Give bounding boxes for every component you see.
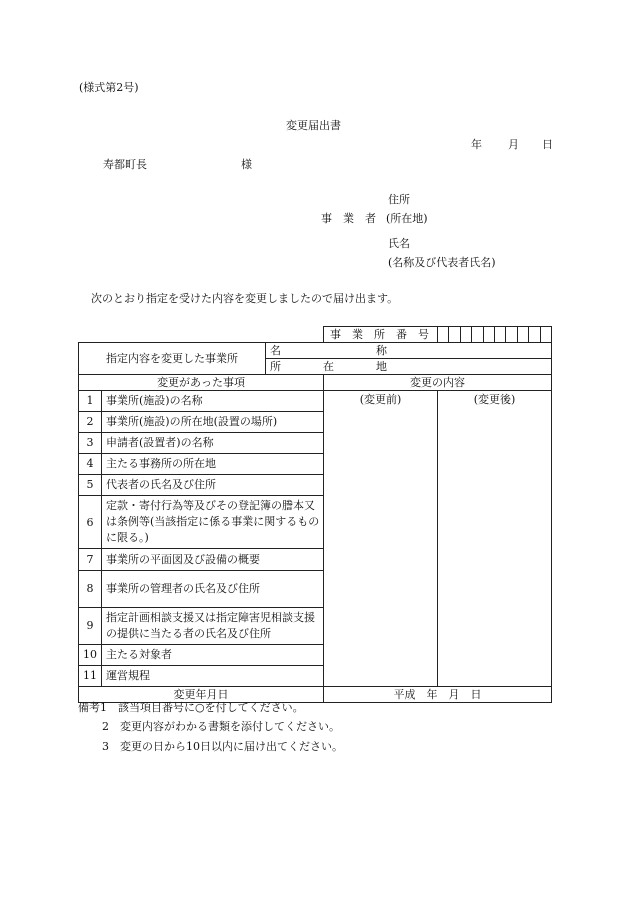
change-date-field[interactable]: 平成 年 月 日 — [324, 687, 552, 703]
item-number[interactable]: 9 — [79, 607, 102, 644]
addressee-name: 寿都町長 — [103, 158, 147, 171]
note-1: 備考1 該当項目番号に○を付してください。 — [78, 701, 304, 714]
office-name-row — [79, 343, 552, 359]
after-label: (変更後) — [473, 393, 516, 406]
intro-text: 次のとおり指定を受けた内容を変更しましたので届け出ます。 — [91, 292, 399, 305]
item-row — [79, 391, 552, 412]
item-text: 事業所の管理者の氏名及び住所 — [102, 570, 324, 607]
date-year-label: 年 — [471, 138, 482, 151]
changed-office-label: 指定内容を変更した事業所 — [79, 343, 266, 375]
item-text: 主たる対象者 — [102, 644, 324, 665]
item-text: 指定計画相談支援又は指定障害児相談支援の提供に当たる者の氏名及び住所 — [102, 607, 324, 644]
item-number[interactable]: 2 — [79, 412, 102, 433]
item-text: 申請者(設置者)の名称 — [102, 433, 324, 454]
location-label-1: 所 — [270, 360, 281, 373]
location-label-2: 在 — [323, 360, 334, 373]
office-number-label: 事 業 所 番 号 — [330, 327, 430, 341]
item-text: 運営規程 — [102, 665, 324, 686]
change-content-area[interactable] — [324, 391, 552, 687]
address-label: 住所 — [388, 193, 410, 206]
header-row — [79, 375, 552, 391]
note-3: 3 変更の日から10日以内に届け出てください。 — [102, 740, 343, 753]
name-label: 氏名 — [388, 237, 410, 250]
office-number-boxes[interactable] — [438, 327, 551, 342]
item-text: 定款・寄付行為等及びその登記簿の謄本又は条例等(当該指定に係る事業に関するものに限る。) — [102, 496, 324, 549]
date-month-label: 月 — [508, 138, 519, 151]
document-title: 変更届出書 — [286, 119, 341, 132]
item-number[interactable]: 7 — [79, 549, 102, 570]
note-2: 2 変更内容がわかる書類を添付してください。 — [102, 720, 340, 733]
item-text: 事業所の平面図及び設備の概要 — [102, 549, 324, 570]
item-number[interactable]: 5 — [79, 475, 102, 496]
item-text: 事業所(施設)の所在地(設置の場所) — [102, 412, 324, 433]
before-label: (変更前) — [359, 393, 402, 406]
date-day-label: 日 — [542, 138, 553, 151]
business-label: 事 業 者 — [321, 212, 376, 225]
item-number[interactable]: 1 — [79, 391, 102, 412]
office-name-field[interactable] — [266, 343, 552, 359]
matters-header: 変更があった事項 — [79, 375, 324, 391]
item-number[interactable]: 3 — [79, 433, 102, 454]
change-date-label: 変更年月日 — [79, 687, 324, 703]
item-number[interactable]: 4 — [79, 454, 102, 475]
addressee-honorific: 様 — [241, 158, 252, 171]
name-label-2: 称 — [376, 344, 387, 357]
item-number[interactable]: 6 — [79, 496, 102, 549]
item-text: 事業所(施設)の名称 — [102, 391, 324, 412]
office-number-label-cell — [324, 327, 438, 343]
office-number-field[interactable] — [438, 327, 552, 343]
form-number: (様式第2号) — [79, 81, 139, 94]
office-number-row — [79, 327, 552, 343]
name-label-1: 名 — [270, 344, 281, 357]
item-text: 代表者の氏名及び住所 — [102, 475, 324, 496]
before-column[interactable] — [324, 391, 438, 686]
after-column[interactable] — [438, 391, 551, 686]
item-number[interactable]: 11 — [79, 665, 102, 686]
address-sub-label: (所在地) — [386, 212, 428, 225]
location-label-3: 地 — [376, 360, 387, 373]
change-form-table — [78, 326, 552, 703]
item-text: 主たる事務所の所在地 — [102, 454, 324, 475]
content-header: 変更の内容 — [324, 375, 552, 391]
item-number[interactable]: 10 — [79, 644, 102, 665]
office-location-field[interactable] — [266, 359, 552, 375]
name-sub-label: (名称及び代表者氏名) — [388, 256, 496, 269]
item-number[interactable]: 8 — [79, 570, 102, 607]
